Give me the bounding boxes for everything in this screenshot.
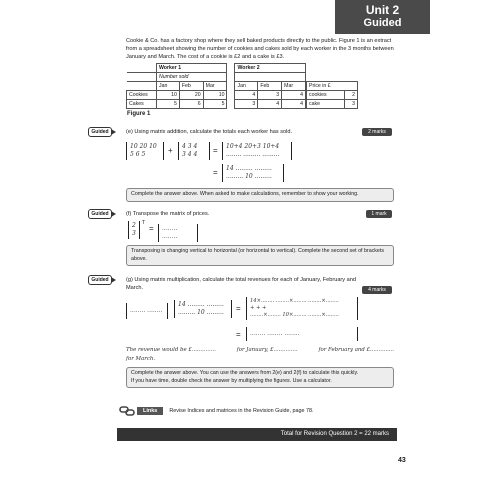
question-e-text: (e) Using matrix addition, calculate the totals each worker has sold. <box>126 129 293 135</box>
table-cell: 4 <box>258 100 282 109</box>
number-sold-label: Number sold <box>157 73 227 82</box>
row-label: cake <box>307 100 345 109</box>
figure-label: Figure 1 <box>127 111 151 117</box>
row-label: cookies <box>307 91 345 100</box>
sales-matrix-worker-2: 4 3 4 3 4 4 <box>178 142 210 160</box>
month-header: Jan <box>157 82 180 91</box>
page-number: 43 <box>398 457 406 464</box>
intro-paragraph: Cookie & Co. has a factory shop where they sell baked products directly to the public. Figure 1 is an extract from a spreadsheet showing the number of cookies and cakes sold by each worker in the 3 months between January and March. The cost of a cookie is £2 and a cake is £3. <box>126 38 394 60</box>
marks-badge: 4 marks <box>362 286 392 294</box>
table-row <box>307 100 358 109</box>
product-working-matrix: 14×........ ........×........ ........×........ + + + ........×........ 10×........ ........×........ <box>246 297 358 320</box>
table-row <box>127 91 306 100</box>
table-row <box>307 91 358 100</box>
table-cell: 2 <box>344 91 357 100</box>
question-f-text: (f) Transpose the matrix of prices. <box>126 211 210 217</box>
sales-spreadsheet <box>126 63 306 109</box>
revenue-result-matrix: ........ ........ ........ <box>246 327 358 341</box>
guided-title: Guided <box>363 17 402 29</box>
table-cell: 3 <box>344 100 357 109</box>
table-row <box>127 100 306 109</box>
price-row-matrix: ........ ........ <box>126 303 168 319</box>
price-table <box>306 81 358 109</box>
plus-sign: + <box>168 146 173 155</box>
price-matrix: 2 3 <box>128 221 140 239</box>
sales-matrix-worker-1: 10 20 10 5 6 5 <box>126 142 164 160</box>
question-g-text: (g) Using matrix multiplication, calculate the total revenues for each of January, February and March. <box>126 277 356 291</box>
table-cell: 4 <box>282 91 306 100</box>
unit-tab <box>335 0 430 34</box>
guided-badge: Guided <box>88 127 112 137</box>
revenue-answer-line: The revenue would be £.............. for January, £.............. for February and £.............. <box>126 347 394 353</box>
month-header: Feb <box>258 82 282 91</box>
table-cell: 4 <box>235 91 258 100</box>
row-label: Cakes <box>127 100 157 109</box>
marks-badge: 2 marks <box>362 128 392 136</box>
hint-box: Complete the answer above. When asked to make calculations, remember to show your working. <box>126 188 394 202</box>
revenue-answer-line-2: for March. <box>126 356 156 362</box>
table-cell: 10 <box>157 91 180 100</box>
month-header: Mar <box>203 82 227 91</box>
sum-result-matrix: 14 ......... ......... ......... 10 ......... <box>222 164 284 182</box>
marks-badge: 1 mark <box>366 210 392 218</box>
table-cell: 4 <box>282 100 306 109</box>
table-cell: 5 <box>203 100 227 109</box>
worker-1-header: Worker 1 <box>157 64 227 73</box>
sum-working-matrix: 10+4 20+3 10+4 ........ ......... ......... <box>222 142 292 160</box>
links-bar <box>119 404 394 418</box>
guided-badge: Guided <box>88 209 112 219</box>
unit-title: Unit 2 <box>365 3 400 17</box>
total-marks-bar: Total for Revision Question 2 = 22 marks <box>117 428 397 441</box>
equals-sign: = <box>213 168 218 177</box>
transposed-matrix: ........ ........ <box>158 224 198 242</box>
links-text: Revise Indices and matrices in the Revision Guide, page 78. <box>169 408 314 414</box>
month-header: Jan <box>235 82 258 91</box>
month-header: Mar <box>282 82 306 91</box>
equals-sign: = <box>149 224 154 233</box>
links-label: Links <box>137 407 163 415</box>
equals-sign: = <box>236 330 241 339</box>
price-header: Price in £ <box>307 82 358 91</box>
table-cell: 6 <box>179 100 203 109</box>
table-cell: 3 <box>235 100 258 109</box>
table-cell: 20 <box>179 91 203 100</box>
table-cell: 10 <box>203 91 227 100</box>
row-label: Cookies <box>127 91 157 100</box>
month-header: Feb <box>179 82 203 91</box>
transpose-symbol: T <box>142 220 146 226</box>
chain-link-icon <box>119 404 135 418</box>
worker-2-header: Worker 2 <box>235 64 306 73</box>
equals-sign: = <box>213 146 218 155</box>
hint-box: Complete the answer above. You can use the answers from 2(e) and 2(f) to calculate this quickly. If you have time, double check the answer by multiplying the figures. Use a calculator. <box>126 367 394 388</box>
table-cell: 3 <box>258 91 282 100</box>
guided-badge: Guided <box>88 275 112 285</box>
table-cell: 5 <box>157 100 180 109</box>
equals-sign: = <box>236 304 241 313</box>
hint-box: Transposing is changing vertical to horizontal (or horizontal to vertical). Complete the second set of brackets above. <box>126 245 394 266</box>
sales-total-matrix: 14 ......... ......... ......... 10 ......... <box>174 300 232 318</box>
